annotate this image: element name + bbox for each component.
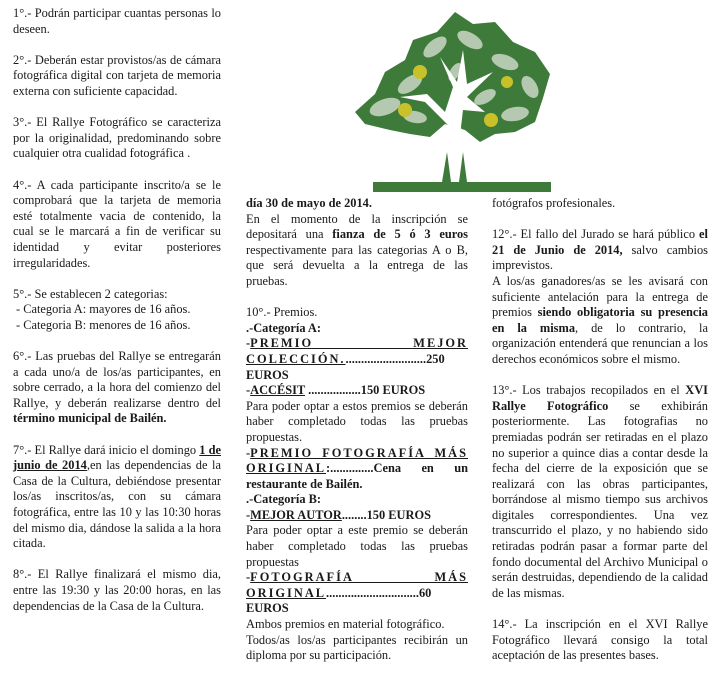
tree-logo-icon [345,2,551,192]
rule-1: 1°.- Podrán participar cuantas personas lo deseen. [13,6,221,36]
material-note: Ambos premios en material fotográfico. [246,617,445,632]
prize-most-original-a: -PREMIO FOTOGRAFÍA MÁS ORIGINAL:..............Cena en un restaurante de Bailén. [246,445,468,491]
diploma-note: Todos/as los/as participantes recibirán un diploma por su participación. [246,632,468,663]
rally-name: XVI Rallye Fotográfico [492,383,708,413]
rule-2: 2°.- Deberán estar provistos/as de cámara fotográfica digital con tarjeta de memoria externa con suficiente capacidad. [13,52,221,98]
prize-best-author: -MEJOR AUTOR........150 EUROS [246,507,431,522]
prize-most-original-b: -FOTOGRAFÍA MÁS ORIGINAL..............................60 EUROS [246,570,468,616]
rule-4: 4°.- A cada participante inscrito/a se le comprobará que la tarjeta de memoria esté totalmente vacia de contenido, la cual se le marcará a fin de verificar su identidad y evitar posteriores irregularidades. [13,177,221,270]
rule-5-intro: 5°.- Se establecen 2 categorias: [13,286,168,301]
deadline-date: día 30 de mayo de 2014. [246,196,372,210]
prize-accesit: -ACCÉSIT .................150 EUROS [246,383,426,398]
jury-date: el 21 de Junio de 2014, [492,227,708,257]
column-right [492,196,708,679]
rule-13: 13°.- Los trabajos recopilados en el XVI Rallye Fotográfico se exhibirán posteriormente. Las fotografias no premiadas podrán ser retiradas en el plazo no superior a quince dias a contar desde la fecha del cierre de la exposición que se realizará con las obras participantes, borrándose al mismo tiempo sus archivos digitales correspondientes. Una vez transcurrido el plazo, y no habiendo sido retiradas podrán pasar a formar parte del fondo documental del Archivo Municipal o serán destruidas, dependiendo de la calidad de las mismas. [492,383,709,600]
column-middle [246,196,468,664]
municipal-term: término municipal de Bailén. [13,411,167,426]
attendance-required: siendo obligatoria su presencia en la misma [492,305,708,335]
column-left [13,6,221,630]
start-date: 1 de junio de 2014 [13,442,221,473]
deposit-text: En el momento de la inscripción se depositará una fianza de 5 ó 3 euros respectivamente para las categorias A o B, que será devuelta a la entrega de las pruebas. [246,211,468,288]
rule-6: 6°.- Las pruebas del Rallye se entregarán a cada uno/a de los/as participantes, en sobre cerrado, a la hora del comienzo del Rallye, y deberán realizarse dentro del término municipal de Bailén. [13,349,221,426]
category-a-note: Para poder optar a estos premios se deberán haber completado todas las pruebas propuestas. [246,398,468,444]
category-a-heading: .-Categoría A: [246,320,322,335]
rule-12-winners: A los/as ganadores/as se les avisará con suficiente antelación para la entrega de premios siendo obligatoria su presencia en la misma, de lo contrario, la organización entenderá que renuncian a los derechos económicos sobre el mismo. [492,273,708,366]
rule-7: 7°.- El Rallye dará inicio el domingo 1 de junio de 2014,en las dependencias de la Casa de la Cultura, debiéndose presentar los/as inscritos/as, con su cámara fotográfica, entre las 10 y las 10:30 horas del mismo dia, dándose la salida a la hora citada. [13,442,222,551]
category-b-heading: .-Categoría B: [246,492,322,507]
rule-5 [13,287,221,334]
rule-8: 8°.- El Rallye finalizará el mismo dia, entre las 19:30 y las 20:00 horas, en las dependencias de la Casa de la Cultura. [13,567,221,613]
prizes-title: 10°.- Premios. [246,305,318,320]
deposit-amount: fianza de 5 ó 3 euros [332,227,468,242]
rule-14: 14°.- La inscripción en el XVI Rallye Fotográfico llevará consigo la total aceptación de las presentes bases. [492,617,708,663]
rule-3: 3°.- El Rallye Fotográfico se caracteriza por la originalidad, predominando sobre cualquier otra cualidad fotográfica . [13,115,221,161]
prize-best-collection: -PREMIO MEJOR COLECCIÓN...........................250 EUROS [246,336,468,382]
rule-11-end: fotógrafos profesionales. [492,196,616,210]
category-b-note: Para poder optar a este premio se deberán haber completado todas las pruebas propuestas [246,523,468,569]
category-b-def: - Categoria B: menores de 16 años. [16,317,191,332]
category-a-def: - Categoria A: mayores de 16 años. [16,302,191,317]
rule-12: 12°.- El fallo del Jurado se hará público el 21 de Junio de 2014, salvo cambios imprevistos. [492,227,708,273]
